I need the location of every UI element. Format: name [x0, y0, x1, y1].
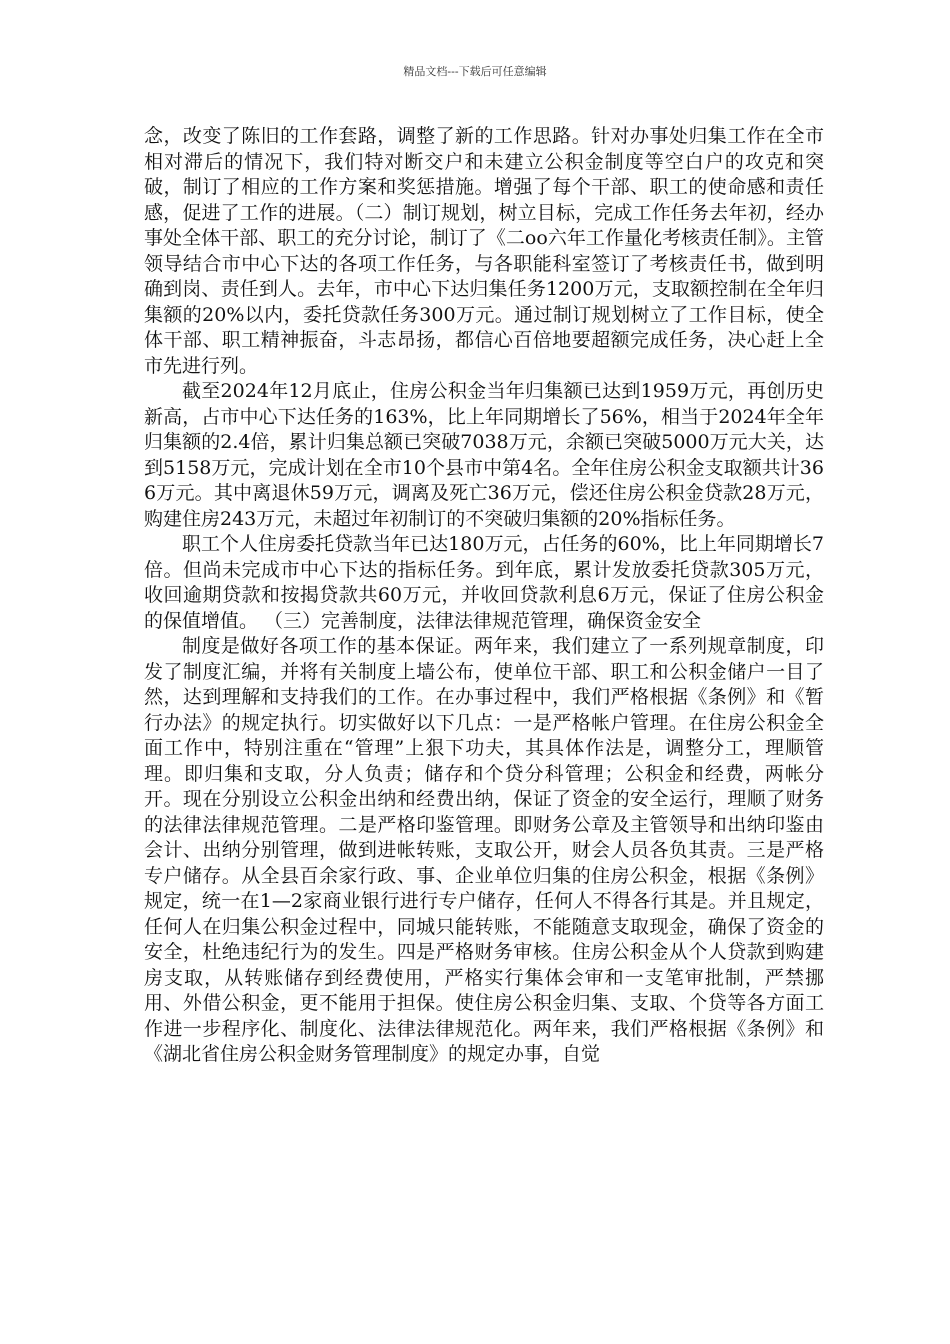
paragraph-1: 念，改变了陈旧的工作套路，调整了新的工作思路。针对办事处归集工作在全市相对滞后的情况下，我们特对断交户和未建立公积金制度等空白户的攻克和突破，制订了相应的工作方案和奖惩措施。增强了每个干部、职工的使命感和责任感，促进了工作的进展。（二）制订规划，树立目标，完成工作任务去年初，经办事处全体干部、职工的充分讨论，制订了《二oo六年工作量化考核责任制》。主管领导结合市中心下达的各项工作任务，与各职能科室签订了考核责任书，做到明确到岗、责任到人。去年，市中心下达归集任务1200万元，支取额控制在全年归集额的20%以内，委托贷款任务300万元。通过制订规划树立了工作目标，使全体干部、职工精神振奋，斗志昂扬，都信心百倍地要超额完成任务，决心赶上全市先进行列。 [144, 125, 824, 377]
paragraph-4: 制度是做好各项工作的基本保证。两年来，我们建立了一系列规章制度，印发了制度汇编，并将有关制度上墙公布，使单位干部、职工和公积金储户一目了然，达到理解和支持我们的工作。在办事过程中，我们严格根据《条例》和《暂行办法》的规定执行。切实做好以下几点：一是严格帐户管理。在住房公积金全面工作中，特别注重在“管理”上狠下功夫，其具体作法是，调整分工，理顺管理。即归集和支取，分人负责；储存和个贷分科管理；公积金和经费，两帐分开。现在分别设立公积金出纳和经费出纳，保证了资金的安全运行，理顺了财务的法律法律规范管理。二是严格印鉴管理。即财务公章及主管领导和出纳印鉴由会计、出纳分别管理，做到进帐转账，支取公开，财会人员各负其责。三是严格专户储存。从全县百余家行政、事、企业单位归集的住房公积金，根据《条例》规定，统一在1—2家商业银行进行专户储存，任何人不得各行其是。并且规定，任何人在归集公积金过程中，同城只能转账，不能随意支取现金，确保了资金的安全，杜绝违纪行为的发生。四是严格财务审核。住房公积金从个人贷款到购建房支取，从转账储存到经费使用，严格实行集体会审和一支笔审批制，严禁挪用、外借公积金，更不能用于担保。使住房公积金归集、支取、个贷等各方面工作进一步程序化、制度化、法律法律规范化。两年来，我们严格根据《条例》和《湖北省住房公积金财务管理制度》的规定办事，自觉 [144, 635, 824, 1065]
document-body [144, 124, 824, 1068]
page-header: 精品文档---下载后可任意编辑 [403, 65, 547, 78]
paragraph-3: 职工个人住房委托贷款当年已达180万元，占任务的60%，比上年同期增长7倍。但尚未完成市中心下达的指标任务。到年底，累计发放委托贷款305万元，收回逾期贷款和按揭贷款共60万元，并收回贷款利息6万元，保证了住房公积金的保值增值。 （三）完善制度，法律法律规范管理，确保资金安全 [144, 533, 824, 632]
paragraph-2: 截至2024年12月底止，住房公积金当年归集额已达到1959万元，再创历史新高，占市中心下达任务的163%，比上年同期增长了56%，相当于2024年全年归集额的2.4倍，累计归集总额已突破7038万元，余额已突破5000万元大关，达到5158万元，完成计划在全市10个县市中第4名。全年住房公积金支取额共计366万元。其中离退休59万元，调离及死亡36万元，偿还住房公积金贷款28万元，购建住房243万元，未超过年初制订的不突破归集额的20%指标任务。 [144, 380, 824, 530]
